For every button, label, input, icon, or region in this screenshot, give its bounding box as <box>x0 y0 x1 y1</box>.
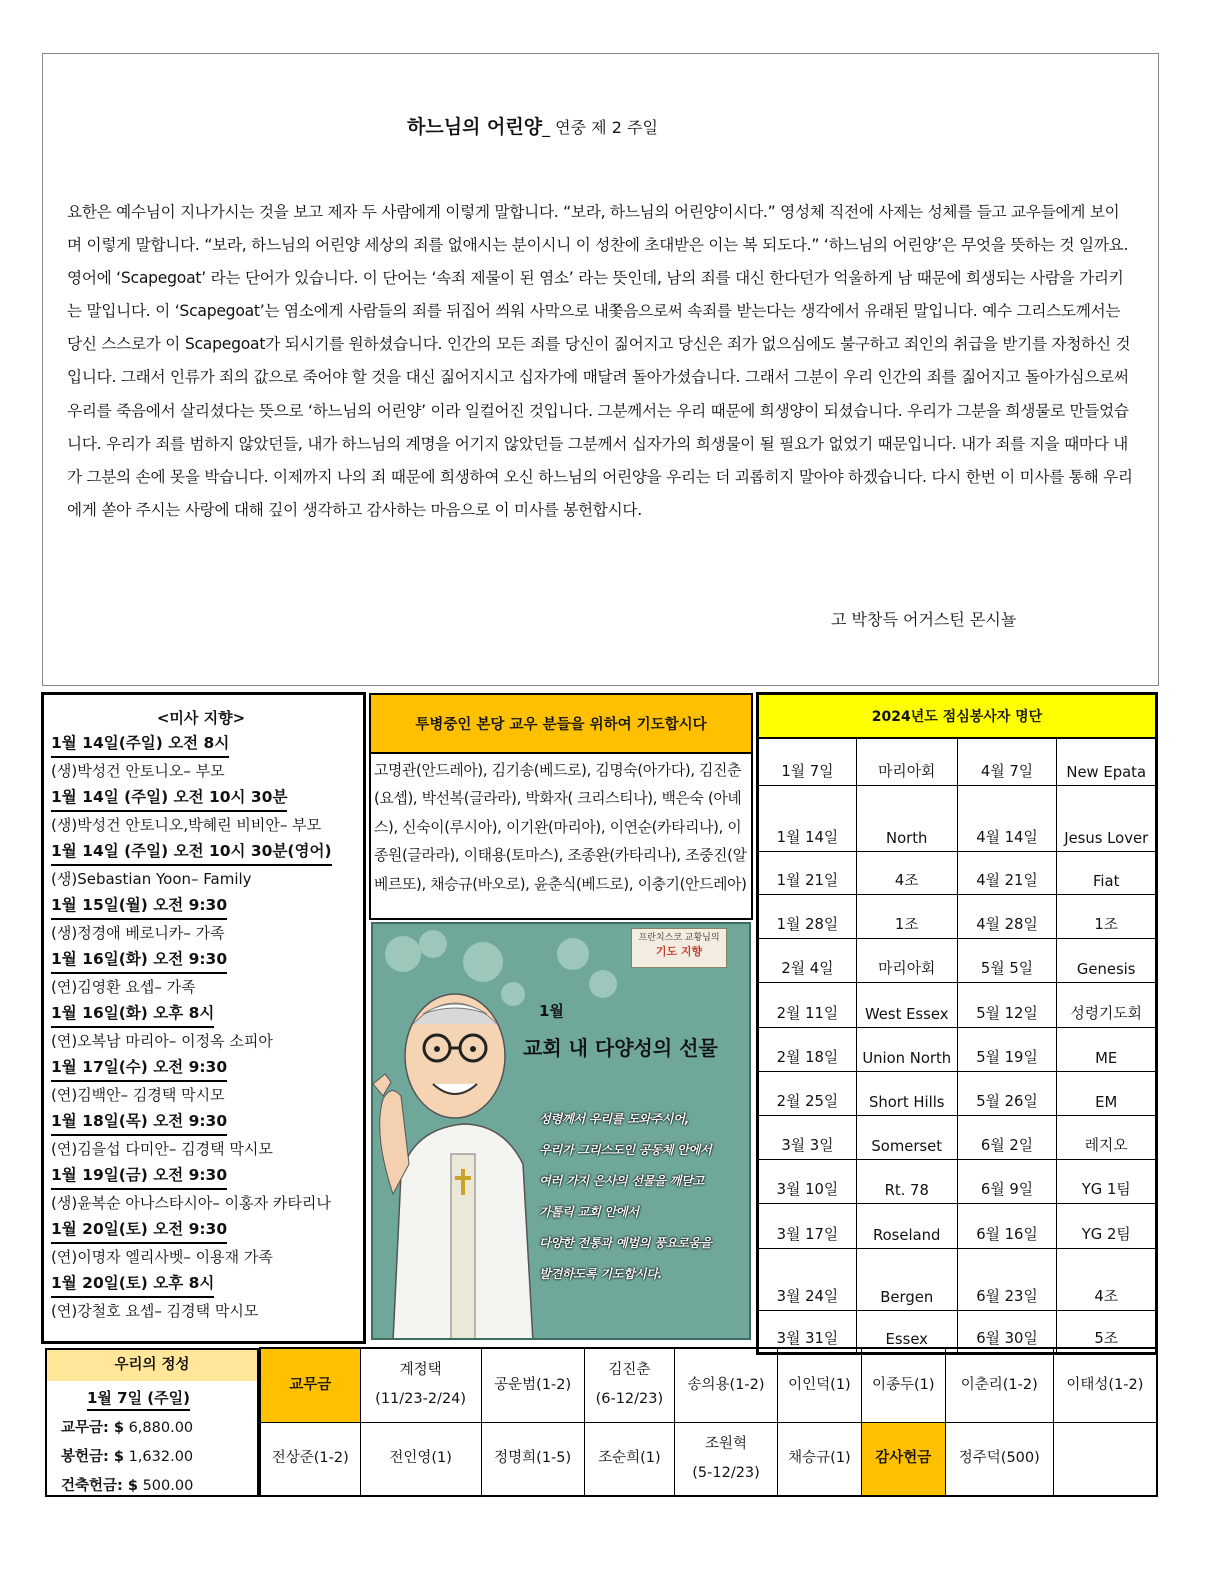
dues-label: 교무금 <box>260 1348 360 1422</box>
lunch-table-title: 2024년도 점심봉사자 명단 <box>758 694 1157 738</box>
intention-date: 1월 15일(월) 오전 9:30 <box>51 892 227 920</box>
lunch-cell: 5월 5일 <box>957 939 1057 983</box>
donor-cell <box>481 1348 584 1422</box>
intention-item <box>51 1216 363 1270</box>
lunch-cell: 5월 26일 <box>957 1072 1057 1116</box>
lunch-cell: ME <box>1057 1028 1157 1072</box>
offering-line <box>61 1474 193 1495</box>
lunch-cell: Jesus Lover <box>1057 786 1157 852</box>
lunch-cell: 레지오 <box>1057 1116 1157 1160</box>
offering-value: 500.00 <box>142 1478 194 1494</box>
intention-name: (연)강철호 요셉– 김경택 막시모 <box>51 1302 259 1320</box>
donor-name: 이태성(1-2) <box>1066 1376 1144 1393</box>
sermon-title-main: 하느님의 어린양 <box>407 116 543 138</box>
donor-name: 이종두(1) <box>871 1376 935 1393</box>
lunch-cell: 4월 7일 <box>957 738 1057 786</box>
donor-name: 이춘리(1-2) <box>960 1376 1038 1393</box>
poster-line: 가톨릭 교회 안에서 <box>539 1205 639 1219</box>
intention-date: 1월 14일(주일) 오전 8시 <box>51 730 229 758</box>
intention-date: 1월 18일(목) 오전 9:30 <box>51 1108 227 1136</box>
poster-tag-bottom: 기도 지향 <box>655 945 703 958</box>
intentions-list <box>51 730 363 1324</box>
thanks-offering-label: 감사헌금 <box>861 1422 945 1496</box>
poster-month: 1월 <box>539 1002 564 1020</box>
donor-name: 계정택 <box>399 1362 442 1379</box>
poster-line: 다양한 전통과 예법의 풍요로움을 <box>539 1236 712 1250</box>
donor-cell <box>861 1348 945 1422</box>
lunch-cell: 3월 24일 <box>758 1249 857 1311</box>
donor-name: 전인영(1) <box>389 1450 452 1467</box>
lunch-cell: 2월 18일 <box>758 1028 857 1072</box>
lunch-row <box>758 939 1157 983</box>
intention-name: (연)김영환 요셉– 가족 <box>51 978 196 996</box>
lunch-row <box>758 1116 1157 1160</box>
lunch-cell: 마리아회 <box>856 939 957 983</box>
donor-cell <box>945 1348 1053 1422</box>
intention-item <box>51 730 363 784</box>
intention-item <box>51 946 363 1000</box>
lunch-row <box>758 1072 1157 1116</box>
intentions-title: <미사 지향> <box>156 709 246 727</box>
lunch-cell: EM <box>1057 1072 1157 1116</box>
offering-line <box>61 1416 193 1437</box>
lunch-row <box>758 1160 1157 1204</box>
donor-period: (5-12/23) <box>692 1464 760 1481</box>
lunch-cell: New Epata <box>1057 738 1157 786</box>
lunch-cell: YG 1팀 <box>1057 1160 1157 1204</box>
lunch-cell: 2월 4일 <box>758 939 857 983</box>
lunch-cell: 4조 <box>1057 1249 1157 1311</box>
lunch-cell: 1월 28일 <box>758 895 857 939</box>
intention-item <box>51 1108 363 1162</box>
donor-name: 이인덕(1) <box>788 1376 851 1393</box>
lunch-row <box>758 1249 1157 1311</box>
donor-row <box>260 1422 1157 1496</box>
intention-name: (연)김백안– 김경택 막시모 <box>51 1086 225 1104</box>
donor-name: 송의용(1-2) <box>687 1376 765 1393</box>
donor-cell <box>675 1422 778 1496</box>
offering-value: 1,632.00 <box>128 1449 194 1465</box>
offering-value: 6,880.00 <box>128 1420 194 1436</box>
lunch-cell: Somerset <box>856 1116 957 1160</box>
intention-item <box>51 784 363 838</box>
lunch-cell: 3월 3일 <box>758 1116 857 1160</box>
donor-cell <box>778 1422 862 1496</box>
donor-cell <box>260 1422 360 1496</box>
offering-summary <box>45 1348 259 1497</box>
lunch-cell: 4월 21일 <box>957 852 1057 895</box>
donor-name: 정명희(1-5) <box>494 1450 572 1467</box>
donor-cell <box>675 1348 778 1422</box>
lunch-cell: 1조 <box>856 895 957 939</box>
offering-label: 봉헌금: $ <box>61 1449 124 1465</box>
intention-name: (생)윤복순 아나스타시아– 이홍자 카타리나 <box>51 1194 331 1212</box>
intention-item <box>51 892 363 946</box>
lunch-row <box>758 1204 1157 1249</box>
empty-cell <box>1053 1422 1157 1496</box>
prayer-names: 고명관(안드레아), 김기송(베드로), 김명숙(아가다), 김진춘(요셉), 박선복(글라라), 박화자( 크리스티나), 백은숙 (아녜스), 신숙이(루시아), 이기완(마리아), 이연순(카타리나), 이종원(글라라), 이태용(토마스), 조종완(카타리나), 조중진(알베르또), 채승규(바오로), 윤춘식(베드로), 이충기(안드레아) <box>374 762 747 893</box>
intention-item <box>51 1270 363 1324</box>
lunch-cell: West Essex <box>856 983 957 1028</box>
lunch-cell: 5월 12일 <box>957 983 1057 1028</box>
sermon-title <box>407 112 658 139</box>
prayer-header: 투병중인 본당 교우 분들을 위하여 기도합시다 <box>371 695 751 754</box>
lunch-cell: Genesis <box>1057 939 1157 983</box>
poster-tag-top: 프란치스코 교황님의 <box>638 933 720 943</box>
lunch-cell: YG 2팀 <box>1057 1204 1157 1249</box>
lunch-row <box>758 895 1157 939</box>
donors-table <box>259 1347 1158 1497</box>
lunch-cell: 5조 <box>1057 1311 1157 1354</box>
sermon-title-sub: _ 연중 제 2 주일 <box>542 118 658 137</box>
intention-date: 1월 19일(금) 오전 9:30 <box>51 1162 227 1190</box>
lunch-cell: 6월 30일 <box>957 1311 1057 1354</box>
intention-item <box>51 1000 363 1054</box>
intention-name: (생)정경애 베로니카– 가족 <box>51 924 225 942</box>
donor-name: 조순희(1) <box>598 1450 661 1467</box>
poster-line: 우리가 그리스도인 공동체 안에서 <box>539 1143 712 1157</box>
donor-period: (6-12/23) <box>595 1391 664 1408</box>
donor-cell <box>481 1422 584 1496</box>
offering-label: 건축헌금: $ <box>61 1478 138 1494</box>
lunch-cell: 6월 23일 <box>957 1249 1057 1311</box>
donor-cell: 정주덕(500) <box>945 1422 1053 1496</box>
lunch-cell: 3월 17일 <box>758 1204 857 1249</box>
lunch-row <box>758 1028 1157 1072</box>
offering-title: 우리의 정성 <box>47 1350 257 1381</box>
lunch-cell: 마리아회 <box>856 738 957 786</box>
intention-date: 1월 16일(화) 오후 8시 <box>51 1000 214 1028</box>
lunch-cell: Fiat <box>1057 852 1157 895</box>
lunch-cell: North <box>856 786 957 852</box>
lunch-volunteers-table <box>756 692 1158 1355</box>
lunch-cell: 성령기도회 <box>1057 983 1157 1028</box>
intention-date: 1월 14일 (주일) 오전 10시 30분(영어) <box>51 838 332 866</box>
sermon-box <box>42 53 1159 686</box>
intention-name: (생)박성건 안토니오– 부모 <box>51 762 225 780</box>
lunch-cell: 1월 7일 <box>758 738 857 786</box>
prayer-box <box>369 693 753 920</box>
intention-item <box>51 838 363 892</box>
donor-period: (11/23-2/24) <box>375 1391 467 1408</box>
lunch-cell: 6월 9일 <box>957 1160 1057 1204</box>
intention-item <box>51 1054 363 1108</box>
donor-cell <box>584 1422 674 1496</box>
intention-date: 1월 14일 (주일) 오전 10시 30분 <box>51 784 287 812</box>
lunch-cell: 2월 11일 <box>758 983 857 1028</box>
poster-line: 발견하도록 기도합시다. <box>539 1267 663 1281</box>
donor-row <box>260 1348 1157 1422</box>
donor-cell <box>360 1348 481 1422</box>
offering-line <box>61 1445 193 1466</box>
intention-name: (연)김을섭 다미안– 김경택 막시모 <box>51 1140 273 1158</box>
poster-prayer-text <box>539 1104 745 1290</box>
intention-name: (연)이명자 엘리사벳– 이용재 가족 <box>51 1248 273 1266</box>
lunch-row <box>758 852 1157 895</box>
intention-name: (생)Sebastian Yoon– Family <box>51 870 252 888</box>
lunch-cell: 1월 21일 <box>758 852 857 895</box>
intention-date: 1월 16일(화) 오전 9:30 <box>51 946 227 974</box>
lunch-cell: Rt. 78 <box>856 1160 957 1204</box>
lunch-cell: 1월 14일 <box>758 786 857 852</box>
donor-name: 조원혁 <box>705 1435 748 1452</box>
lunch-cell: Union North <box>856 1028 957 1072</box>
poster-line: 성령께서 우리를 도와주시어, <box>539 1112 689 1126</box>
sermon-signature: 고 박창득 어거스틴 몬시뇰 <box>831 610 1017 629</box>
lunch-cell: 6월 2일 <box>957 1116 1057 1160</box>
intention-name: (연)오복남 마리아– 이정옥 소피아 <box>51 1032 273 1050</box>
intention-date: 1월 20일(토) 오후 8시 <box>51 1270 214 1298</box>
donor-name: 공운범(1-2) <box>494 1376 572 1393</box>
offering-label: 교무금: $ <box>61 1420 124 1436</box>
sermon-body: 요한은 예수님이 지나가시는 것을 보고 제자 두 사람에게 이렇게 말합니다. “보라, 하느님의 어린양이시다.” 영성체 직전에 사제는 성체를 들고 교우들에게 보이며 이렇게 말합니다. “보라, 하느님의 어린양 세상의 죄를 없애시는 분이시니 이 성찬에 초대받은 이는 복 되도다.” ‘하느님의 어린양’은 무엇을 뜻하는 것 일까요. 영어에 ‘Scapegoat’ 라는 단어가 있습니다. 이 단어는 ‘속죄 제물이 된 염소’ 라는 뜻인데, 남의 죄를 대신 한다던가 억울하게 남 때문에 희생되는 사람을 가리키는 말입니다. 이 ‘Scapegoat’는 염소에게 사람들의 죄를 뒤집어 씌워 사막으로 내쫓음으로써 속죄를 받는다는 생각에서 유래된 말입니다. 예수 그리스도께서는 당신 스스로가 이 Scapegoat가 되시기를 원하셨습니다. 인간의 모든 죄를 당신이 짊어지고 당신은 죄가 없으심에도 불구하고 죄인의 취급을 받기를 자청하신 것입니다. 그래서 인류가 죄의 값으로 죽어야 할 것을 대신 짊어지시고 십자가에 매달려 돌아가셨습니다. 그래서 그분이 우리 인간의 죄를 짊어지고 돌아가심으로써 우리를 죽음에서 살리셨다는 뜻으로 ‘하느님의 어린양’ 이라 일컬어진 것입니다. 그분께서는 우리 때문에 희생양이 되셨습니다. 우리가 그분을 희생물로 만들었습니다. 우리가 죄를 범하지 않았던들, 내가 하느님의 계명을 어기지 않았던들 그분께서 십자가의 희생물이 될 필요가 없었기 때문입니다. 내가 죄를 지을 때마다 내가 그분의 손에 못을 박습니다. 이제까지 나의 죄 때문에 희생하여 오신 하느님의 어린양을 우리는 더 괴롭히지 말아야 하겠습니다. 다시 한번 이 미사를 통해 우리에게 쏟아 주시는 사랑에 대해 깊이 생각하고 감사하는 마음으로 이 미사를 봉헌합시다. <box>67 203 1133 519</box>
lunch-row <box>758 983 1157 1028</box>
pope-prayer-poster <box>371 922 751 1340</box>
donor-cell <box>778 1348 862 1422</box>
donor-name: 전상준(1-2) <box>271 1450 349 1467</box>
lunch-cell: 5월 19일 <box>957 1028 1057 1072</box>
lunch-cell: 4월 28일 <box>957 895 1057 939</box>
donor-cell <box>360 1422 481 1496</box>
lunch-cell: 6월 16일 <box>957 1204 1057 1249</box>
donor-name: 채승규(1) <box>788 1450 851 1467</box>
lunch-cell: Short Hills <box>856 1072 957 1116</box>
lunch-cell: 3월 31일 <box>758 1311 857 1354</box>
offering-date: 1월 7일 (주일) <box>87 1387 190 1411</box>
lunch-cell: Essex <box>856 1311 957 1354</box>
lunch-cell: 4월 14일 <box>957 786 1057 852</box>
intention-name: (생)박성건 안토니오,박혜린 비비안– 부모 <box>51 816 322 834</box>
lunch-cell: Roseland <box>856 1204 957 1249</box>
poster-tag <box>631 928 727 968</box>
lunch-cell: 2월 25일 <box>758 1072 857 1116</box>
intention-date: 1월 17일(수) 오전 9:30 <box>51 1054 227 1082</box>
lunch-cell: 1조 <box>1057 895 1157 939</box>
donor-cell <box>584 1348 674 1422</box>
lunch-cell: 3월 10일 <box>758 1160 857 1204</box>
lunch-row <box>758 786 1157 852</box>
poster-title: 교회 내 다양성의 선물 <box>523 1036 718 1060</box>
donor-name: 김진춘 <box>608 1362 651 1379</box>
lunch-cell: 4조 <box>856 852 957 895</box>
lunch-row <box>758 738 1157 786</box>
intention-date: 1월 20일(토) 오전 9:30 <box>51 1216 227 1244</box>
donor-cell <box>1053 1348 1157 1422</box>
lunch-cell: Bergen <box>856 1249 957 1311</box>
poster-line: 여러 가지 은사의 선물을 깨닫고 <box>539 1174 704 1188</box>
mass-intentions <box>41 692 366 1344</box>
intention-item <box>51 1162 363 1216</box>
